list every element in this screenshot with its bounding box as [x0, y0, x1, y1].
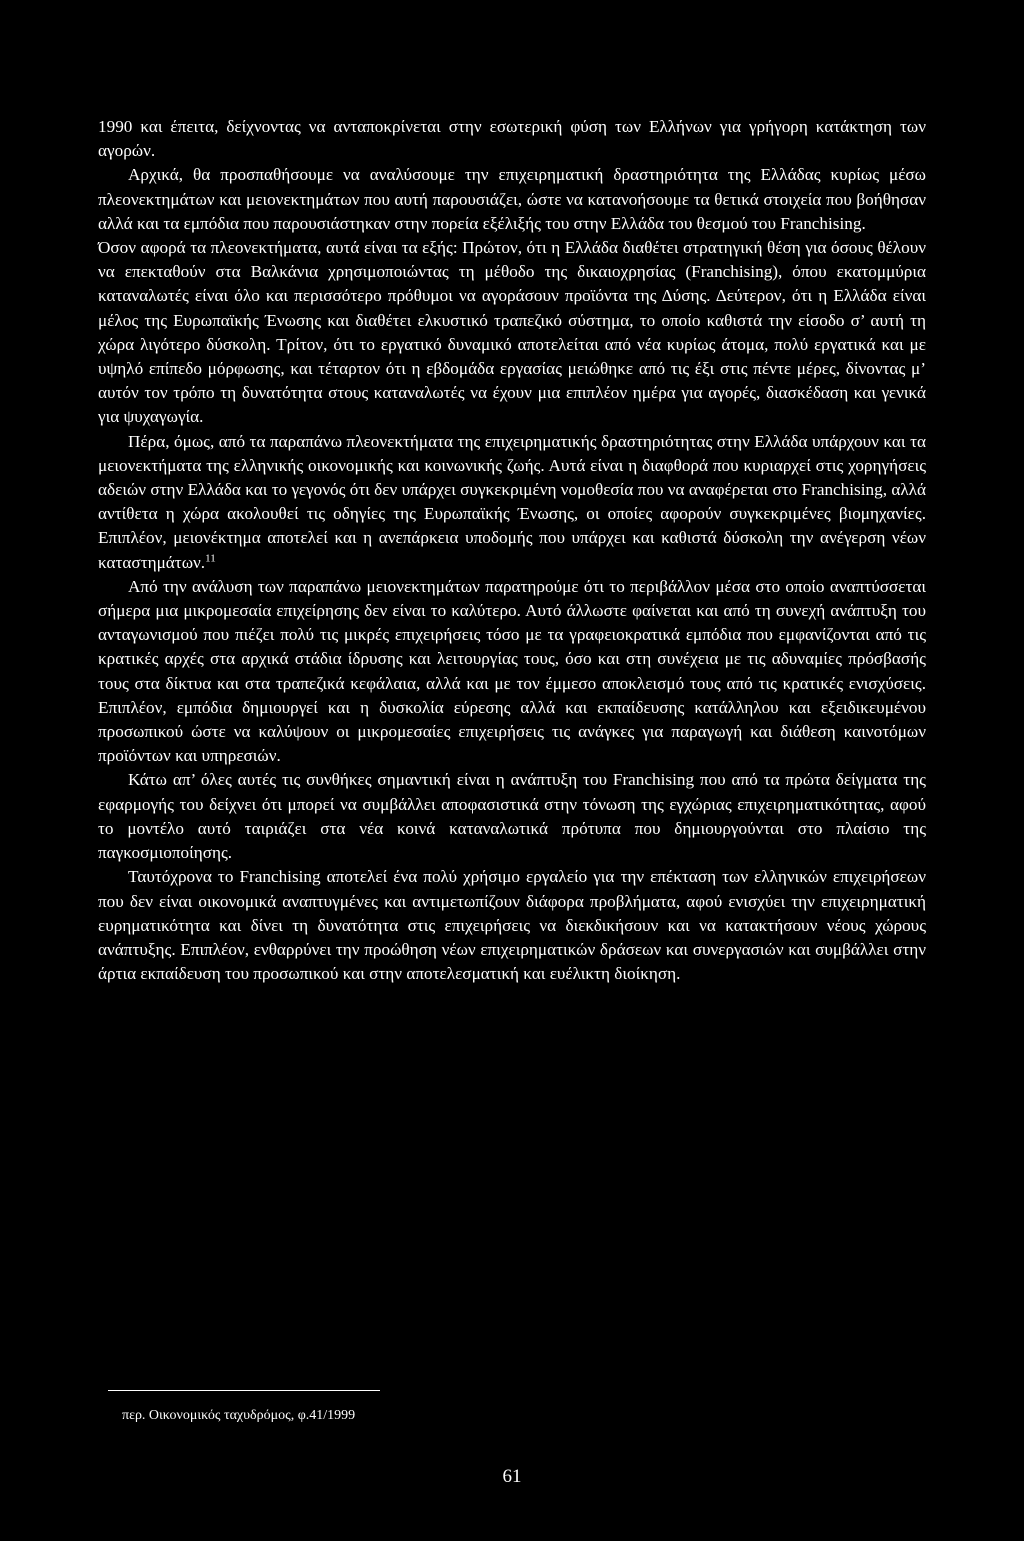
footnote-reference: 11 — [205, 551, 216, 564]
page-number: 61 — [502, 1466, 522, 1487]
footnote-separator — [108, 1390, 380, 1391]
paragraph-7-text: Ταυτόχρονα το Franchising αποτελεί ένα πολύ χρήσιμο εργαλείο για την επέκταση των ελληνικών επιχειρήσεων που δεν είναι οικονομικά αναπτυγμένες και αντιμετωπίζουν διάφορα προβλήματα, αφού ενισχύει την επιχειρηματική ευρηματικότητα και δίνει τη δυνατότητα στις επιχειρήσεις να διεκδικήσουν και να κατακτήσουν νέους χώρους ανάπτυξης. Επιπλέον, ενθαρρύνει την προώθηση νέων επιχειρηματικών δράσεων και συνεργασιών και συμβάλλει στην άρτια εκπαίδευση του προσωπικού και στην αποτελεσματική και ευέλικτη διοίκηση. — [98, 867, 926, 984]
paragraph-1 — [98, 115, 926, 163]
paragraph-2 — [98, 163, 926, 236]
paragraph-1-text: 1990 και έπειτα, δείχνοντας να ανταποκρίνεται στην εσωτερική φύση των Ελλήνων για γρήγορη κατάκτηση των αγορών. — [98, 117, 926, 161]
paragraph-4-text: Πέρα, όμως, από τα παραπάνω πλεονεκτήματα της επιχειρηματικής δραστηριότητας στην Ελλάδα υπάρχουν και τα μειονεκτήματα της ελληνικής οικονομικής και κοινωνικής ζωής. Αυτά είναι η διαφθορά που κυριαρχεί στις χορηγήσεις αδειών στην Ελλάδα και το γεγονός ότι δεν υπάρχει συγκεκριμένη νομοθεσία που να αναφέρεται στο Franchising, αλλά αντίθετα η χώρα ακολουθεί τις οδηγίες της Ευρωπαϊκής Ένωσης, οι οποίες αφορούν συγκεκριμένες βιομηχανίες. Επιπλέον, μειονέκτημα αποτελεί και η ανεπάρκεια υποδομής που υπάρχει και καθιστά δύσκολη την ανέγερση νέων καταστημάτων. — [98, 431, 926, 572]
paragraph-5 — [98, 575, 926, 769]
paragraph-6-text: Κάτω απ’ όλες αυτές τις συνθήκες σημαντική είναι η ανάπτυξη του Franchising που από τα πρώτα δείγματα της εφαρμογής του δείχνει ότι μπορεί να συμβάλλει αποφασιστικά στην τόνωση της εγχώριας επιχειρηματικότητας, αφού το μοντέλο αυτό ταιριάζει στα νέα κοινά καταναλωτικά πρότυπα που δημιουργούνται στο πλαίσιο της παγκοσμιοποίησης. — [98, 770, 926, 863]
paragraph-5-text: Από την ανάλυση των παραπάνω μειονεκτημάτων παρατηρούμε ότι το περιβάλλον μέσα στο οποίο αναπτύσσεται σήμερα μια μικρομεσαία επιχείρησης δεν είναι το καλύτερο. Αυτό άλλωστε φαίνεται και από τη συνεχή ανάπτυξη του ανταγωνισμού που πιέζει πολύ τις μικρές επιχειρήσεις τόσο με τα γραφειοκρατικά εμπόδια που εμφανίζονται από τις κρατικές αρχές στα αρχικά στάδια ίδρυσης και λειτουργίας τους, όσο και στη συνέχεια με τις αδυναμίες πρόσβασής τους στα δίκτυα και στα τραπεζικά κεφάλαια, αλλά και με τον έμμεσο αποκλεισμό τους από τις κρατικές ενισχύσεις. Επιπλέον, εμπόδια δημιουργεί και η δυσκολία εύρεσης αλλά και εκπαίδευσης κατάλληλου και εξειδικευμένου προσωπικού ώστε να καλύψουν οι μικρομεσαίες επιχειρήσεις τις ανάγκες για παραγωγή και διάθεση καινοτόμων προϊόντων και υπηρεσιών. — [98, 576, 926, 766]
paragraph-2-text: Αρχικά, θα προσπαθήσουμε να αναλύσουμε την επιχειρηματική δραστηριότητα της Ελλάδας κυρίως μέσω πλεονεκτημάτων και μειονεκτημάτων που αυτή παρουσιάζει, ώστε να κατανοήσουμε τα θετικά στοιχεία που βοήθησαν αλλά και τα εμπόδια που παρουσιάστηκαν στην πορεία εξέλιξής του στην Ελλάδα του θεσμού του Franchising. — [98, 165, 926, 233]
paragraph-3 — [98, 236, 926, 430]
paragraph-4 — [98, 430, 926, 575]
footnote: περ. Οικονομικός ταχυδρόμος, φ.41/1999 — [122, 1408, 356, 1423]
paragraph-6 — [98, 768, 926, 865]
body-text — [98, 115, 926, 986]
paragraph-3-text: Όσον αφορά τα πλεονεκτήματα, αυτά είναι τα εξής: Πρώτον, ότι η Ελλάδα διαθέτει στρατηγική θέση για όσους θέλουν να επεκταθούν στα Βαλκάνια χρησιμοποιώντας τη μέθοδο της δικαιοχρησίας (Franchising), όπου εκατομμύρια καταναλωτές είναι όλο και περισσότερο πρόθυμοι να αγοράσουν προϊόντα της Δύσης. Δεύτερον, ότι η Ελλάδα είναι μέλος της Ευρωπαϊκής Ένωσης και διαθέτει ελκυστικό τραπεζικό σύστημα, το οποίο καθιστά την είσοδο σ’ αυτή τη χώρα λιγότερο δύσκολη. Τρίτον, ότι το εργατικό δυναμικό αποτελείται από νέα κυρίως άτομα, πολύ εργατικά και με υψηλό επίπεδο μόρφωσης, και τέταρτον ότι η εβδομάδα εργασίας μειώθηκε από τις έξι στις πέντε μέρες, δίνοντας μ’ αυτόν τον τρόπο τη δυνατότητα στους καταναλωτές να έχουν μια επιπλέον ημέρα για αγορές, διασκέδαση και γενικά για ψυχαγωγία. — [98, 238, 926, 427]
paragraph-7 — [98, 865, 926, 986]
